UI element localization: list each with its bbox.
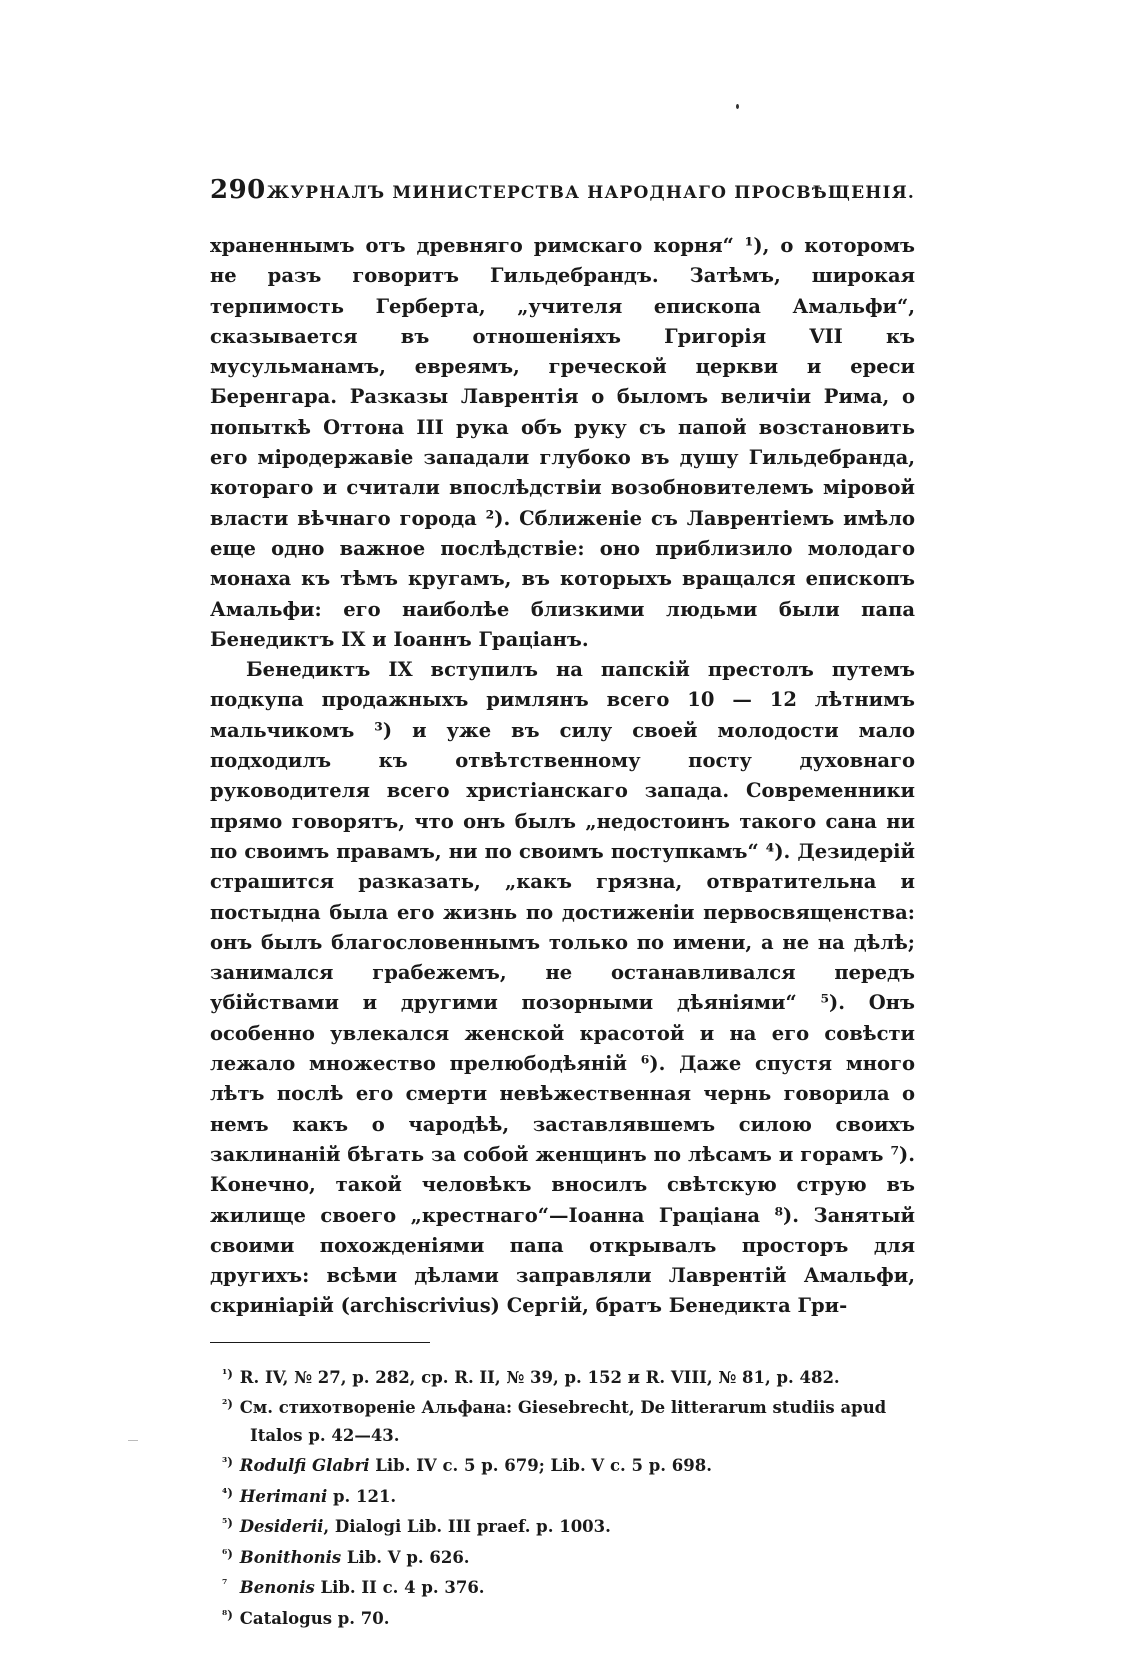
footnotes-list [210, 1361, 915, 1633]
footnote-author: Benonis [239, 1578, 315, 1598]
book-page [210, 175, 915, 1632]
footnote [210, 1571, 915, 1602]
main-text [210, 231, 915, 1322]
running-head [210, 175, 915, 215]
scan-speck [128, 1440, 138, 1441]
footnote [210, 1602, 915, 1633]
footnote-marker: ³) [222, 1455, 233, 1470]
footnote-author: Rodulfi Glabri [239, 1456, 370, 1476]
footnote-text: Lib. V p. 626. [341, 1547, 470, 1567]
footnote-divider [210, 1342, 430, 1343]
page-number: 290 [210, 175, 266, 205]
footnote-marker: ⁵) [222, 1516, 233, 1531]
footnote-text: Lib. IV c. 5 p. 679; Lib. V c. 5 p. 698. [369, 1456, 712, 1476]
journal-title: ЖУРНАЛЪ МИНИСТЕРСТВА НАРОДНАГО ПРОСВѢЩЕНІЯ. [266, 183, 915, 203]
scan-speck [736, 104, 739, 109]
footnote-author: Herimani [239, 1486, 328, 1506]
footnote [210, 1541, 915, 1572]
footnote-text: , Dialogi Lib. III praef. p. 1003. [323, 1517, 611, 1537]
footnote-marker: ⁶) [222, 1546, 233, 1561]
footnote [210, 1449, 915, 1480]
footnote-text: Catalogus p. 70. [239, 1608, 390, 1628]
footnote-text: Lib. II c. 4 p. 376. [314, 1578, 485, 1598]
footnote [210, 1480, 915, 1511]
footnote-marker: ²) [222, 1397, 233, 1412]
footnote-marker: ⁸) [222, 1607, 233, 1622]
paragraph: храненнымъ отъ древняго римскаго корня“ ¹), о которомъ не разъ говоритъ Гильдебрандъ. Затѣмъ, широкая терпимость Герберта, „учителя епископа Амальфи“, сказывается въ отношеніяхъ Григорія VII къ мусульманамъ, евреямъ, греческой церкви и ереси Беренгара. Разказы Лаврентія о быломъ величіи Рима, о попыткѣ Оттона III рука объ руку съ папой возстановить его міродержавіе западали глубоко въ душу Гильдебранда, котораго и считали впослѣдствіи возобновителемъ міровой власти вѣчнаго города ²). Сближеніе съ Лаврентіемъ имѣло еще одно важное послѣдствіе: оно приблизило молодаго монаха къ тѣмъ кругамъ, въ которыхъ вращался епископъ Амальфи: его наиболѣе близкими людьми были папа Бенедиктъ IX и Іоаннъ Граціанъ. [210, 234, 915, 651]
footnote-text: R. IV, № 27, p. 282, cp. R. II, № 39, p. 152 и R. VIII, № 81, p. 482. [239, 1367, 840, 1387]
footnote-text: p. 121. [327, 1486, 397, 1506]
footnote [210, 1361, 915, 1392]
footnote-author: Desiderii [239, 1517, 324, 1537]
footnote-marker: ¹) [222, 1366, 233, 1381]
footnote-author: Bonithonis [239, 1547, 342, 1567]
footnote-marker: ⁴) [222, 1485, 233, 1500]
footnote-text: См. стихотвореніе Альфана: Giesebrecht, De litterarum studiis apud Italos p. 42—43. [239, 1398, 887, 1445]
footnote [210, 1391, 915, 1449]
footnote-marker: ⁷ [222, 1577, 228, 1592]
footnote [210, 1510, 915, 1541]
paragraph: Бенедиктъ IX вступилъ на папскій престолъ путемъ подкупа продажныхъ римлянъ всего 10 — 12 лѣтнимъ мальчикомъ ³) и уже въ силу своей молодости мало подходилъ къ отвѣтственному посту духовнаго руководителя всего христіанскаго запада. Современники прямо говорятъ, что онъ былъ „недостоинъ такого сана ни по своимъ правамъ, ни по своимъ поступкамъ“ ⁴). Дезидерій страшится разказать, „какъ грязна, отвратительна и постыдна была его жизнь по достиженіи первосвященства: онъ былъ благословеннымъ только по имени, а не на дѣлѣ; занимался грабежемъ, не останавливался передъ убійствами и другими позорными дѣяніями“ ⁵). Онъ особенно увлекался женской красотой и на его совѣсти лежало множество прелюбодѣяній ⁶). Даже спустя много лѣтъ послѣ его смерти невѣжественная чернь говорила о немъ какъ о чародѣѣ, заставлявшемъ силою своихъ заклинаній бѣгать за собой женщинъ по лѣсамъ и горамъ ⁷). Конечно, такой человѣкъ вносилъ свѣтскую струю въ жилище своего „крестнаго“—Іоанна Граціана ⁸). Занятый своими похожденіями папа открывалъ просторъ для другихъ: всѣми дѣлами заправляли Лаврентій Амальфи, скриніарій (archiscrivius) Сергій, братъ Бенедикта Гри- [210, 658, 915, 1318]
